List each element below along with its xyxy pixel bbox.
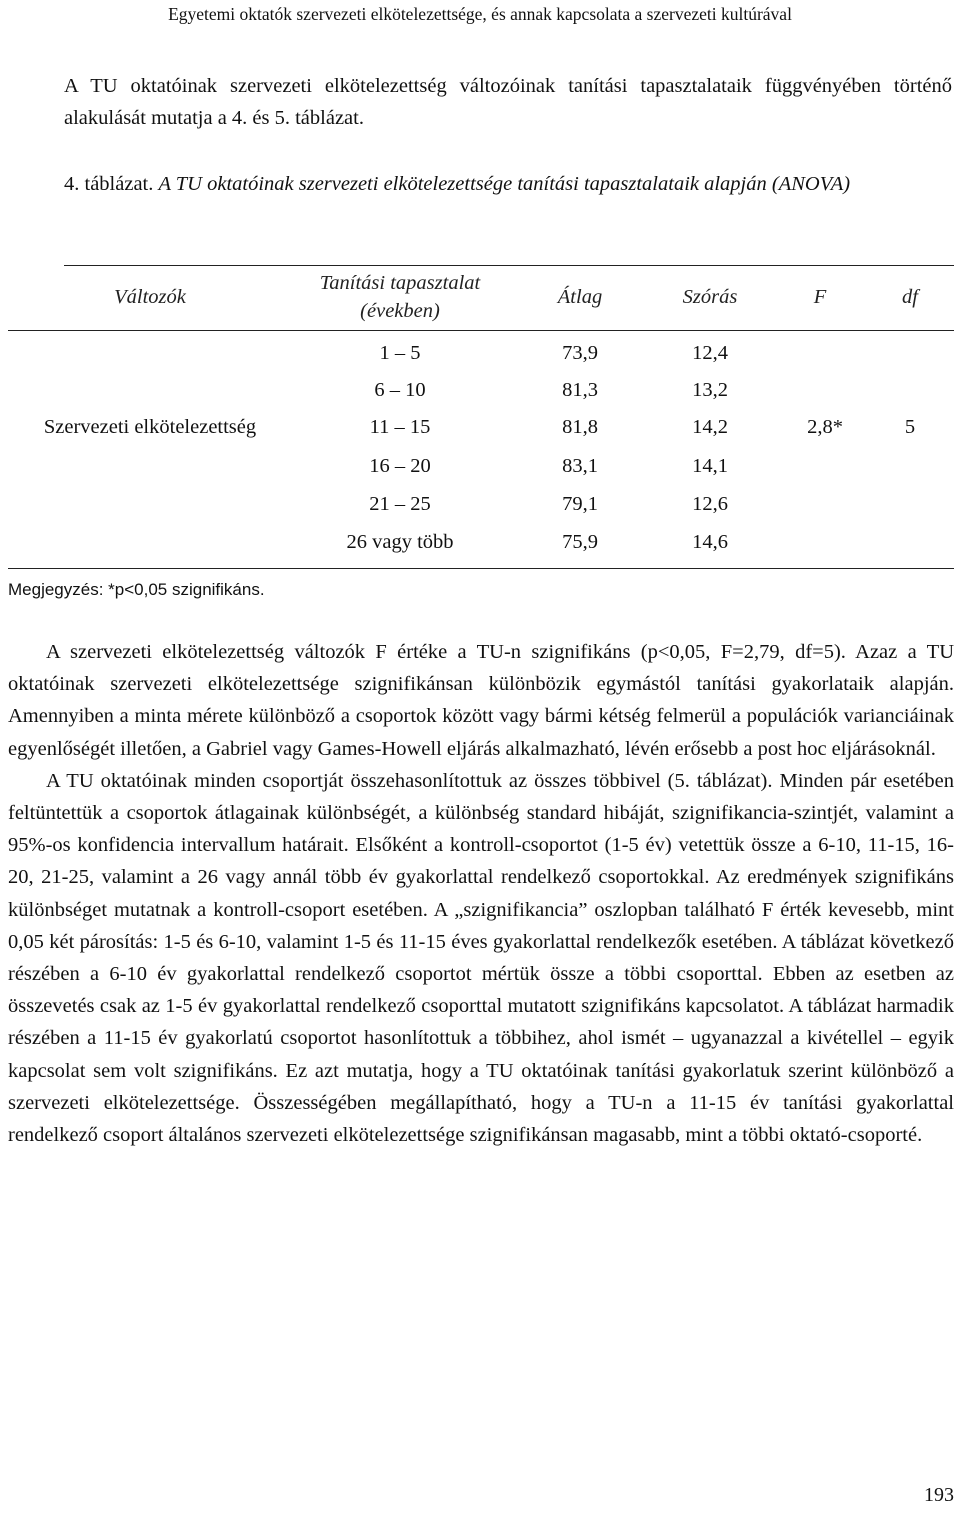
header-sd: Szórás — [682, 286, 738, 308]
header-experience-line1: Tanítási tapasztalat — [319, 272, 481, 294]
experience-cell: 21 – 25 — [369, 493, 431, 515]
mean-cell: 73,9 — [562, 342, 598, 364]
sd-cell: 14,1 — [692, 455, 728, 477]
mean-cell: 81,8 — [562, 416, 598, 438]
table-caption — [64, 168, 952, 200]
experience-cell: 26 vagy több — [346, 531, 454, 553]
mean-cell: 75,9 — [562, 531, 598, 553]
mean-cell: 81,3 — [562, 379, 598, 401]
running-header: Egyetemi oktatók szervezeti elkötelezettsége, és annak kapcsolata a szervezeti kultúrával — [168, 4, 792, 24]
header-mean: Átlag — [557, 286, 603, 308]
header-f: F — [813, 286, 827, 308]
sd-cell: 14,6 — [692, 531, 728, 553]
experience-cell: 11 – 15 — [369, 416, 431, 438]
body-paragraph: A TU oktatóinak minden csoportját összehasonlítottuk az összes többivel (5. táblázat). Minden pár esetében feltüntettük a csoportok átlagainak különbségét, a különbség standard hibáját, szignifikancia-szintjét, valamint a 95%-os konfidencia intervallum határait. Elsőként a kontroll-csoportot (1-5 év) vetettük össze a 6-10, 11-15, 16-20, 21-25, valamint a 26 vagy annál több év gyakorlattal rendelkező csoportokkal. Az eredmények szignifikáns különbséget mutatnak a kontroll-csoport esetében. A „szignifikancia” oszlopban található F érték kevesebb, mint 0,05 két párosítás: 1-5 és 6-10, valamint 1-5 és 11-15 éves gyakorlattal rendelkezők esetében. A táblázat következő részében a 6-10 év gyakorlattal rendelkező csoportot mértük össze a többi csoporttal. Ebben az esetben az összevetés csak az 1-5 év gyakorlattal rendelkező csoporttal mutatott szignifikáns kapcsolatot. A táblázat harmadik részében a 11-15 év gyakorlatú csoportot hasonlítottuk a többihez, ahol ismét – ugyanazzal a kivétellel – egyik kapcsolat sem volt szignifikáns. Ez azt mutatja, hogy a TU oktatóinak tanítási gyakorlatuk szerint különböző a szervezeti elkötelezettsége. Összességében megállapítható, hogy a TU-n a 11-15 év tanítási gyakorlattal rendelkező csoport általános szervezeti elkötelezettsége szignifikánsan magasabb, mint a többi oktató-csoporté. — [8, 769, 954, 1147]
variable-name: Szervezeti elkötelezettség — [43, 416, 257, 438]
sd-cell: 14,2 — [692, 416, 728, 438]
table-bottom-rule — [8, 568, 954, 569]
intro-paragraph: A TU oktatóinak szervezeti elkötelezettség változóinak tanítási tapasztalataik függvényében történő alakulását mutatja a 4. és 5. táblázat. — [64, 75, 952, 129]
page-number: 193 — [924, 1484, 954, 1506]
table-top-rule — [64, 265, 954, 266]
header-df: df — [902, 286, 918, 308]
experience-cell: 1 – 5 — [379, 342, 421, 364]
header-variables: Változók — [114, 286, 186, 308]
sd-cell: 12,6 — [692, 493, 728, 515]
body-text — [8, 636, 954, 1151]
experience-cell: 16 – 20 — [369, 455, 431, 477]
experience-cell: 6 – 10 — [374, 379, 426, 401]
f-value: 2,8* — [807, 416, 843, 438]
table-caption-label: 4. táblázat. — [64, 173, 154, 195]
table-note: Megjegyzés: *p<0,05 szignifikáns. — [8, 580, 265, 599]
df-value: 5 — [904, 416, 916, 438]
table-header-rule — [8, 330, 954, 331]
sd-cell: 12,4 — [692, 342, 728, 364]
sd-cell: 13,2 — [692, 379, 728, 401]
header-experience-line2: (években) — [360, 300, 440, 322]
body-paragraph: A szervezeti elkötelezettség változók F értéke a TU-n szignifikáns (p<0,05, F=2,79, df=5). Azaz a TU oktatóinak szervezeti elkötelezettsége szignifikánsan különbözik egymástól tanítási gyakorlataik alapján. Amennyiben a minta mérete különböző a csoportok között vagy bármi kétség felmerül a populációk varianciáinak egyenlőségét illetően, a Gabriel vagy Games-Howell eljárás alkalmazható, lévén erősebb a post hoc eljárásoknál. — [8, 641, 954, 760]
mean-cell: 83,1 — [562, 455, 598, 477]
mean-cell: 79,1 — [562, 493, 598, 515]
table-caption-title: A TU oktatóinak szervezeti elkötelezettsége tanítási tapasztalataik alapján (ANOVA) — [158, 173, 851, 195]
